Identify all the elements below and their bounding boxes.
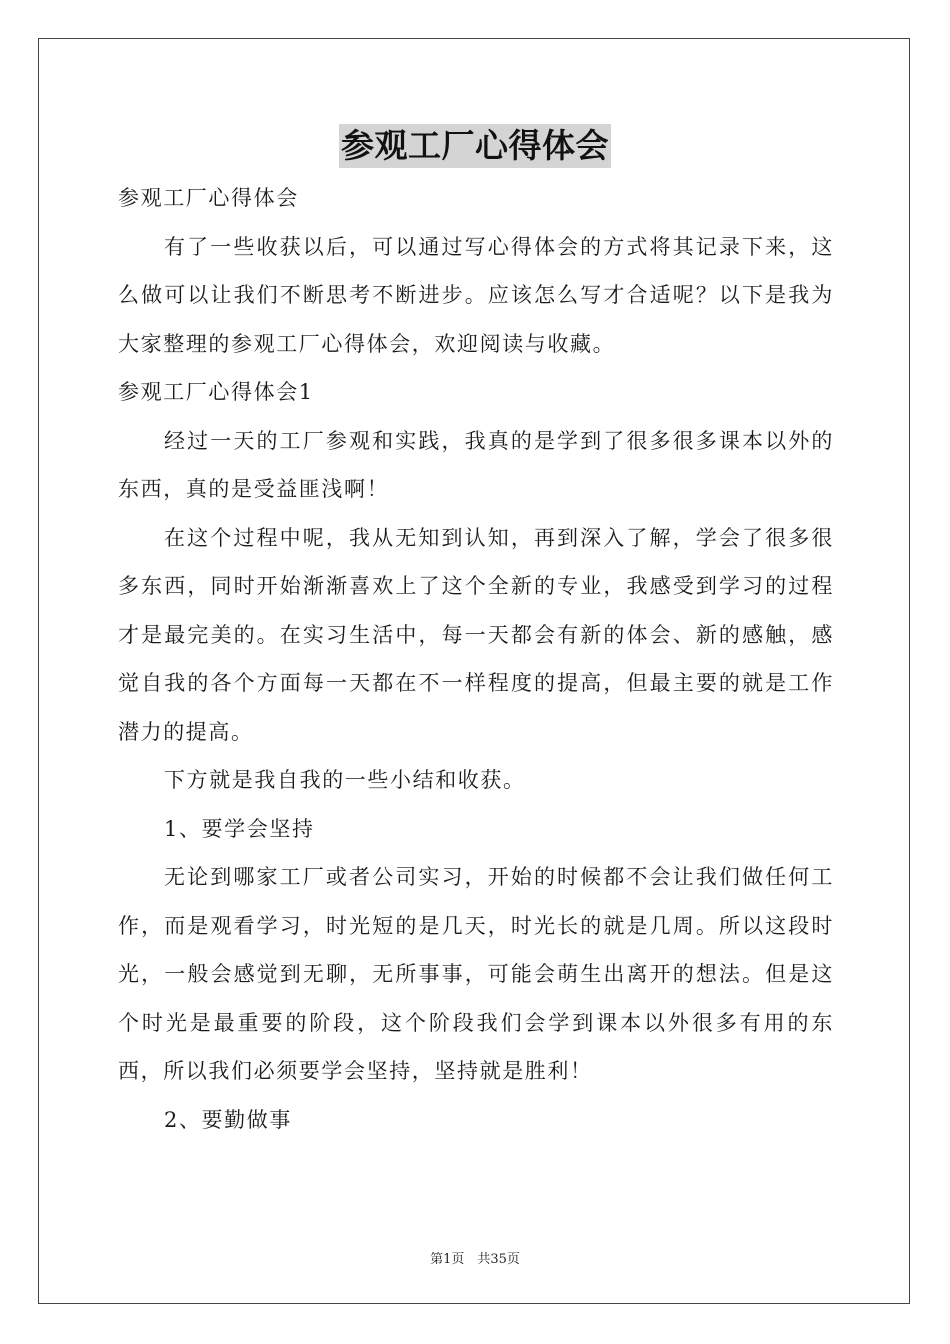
page-footer xyxy=(0,1248,950,1267)
title-container xyxy=(0,124,950,168)
paragraph: 下方就是我自我的一些小结和收获。 xyxy=(164,768,526,792)
page-number: 第1页 共35页 xyxy=(430,1252,520,1267)
document-body xyxy=(118,174,834,1144)
document-title: 参观工厂心得体会 xyxy=(339,124,611,168)
paragraph-subtitle: 参观工厂心得体会 xyxy=(118,186,299,210)
paragraph: 无论到哪家工厂或者公司实习，开始的时候都不会让我们做任何工作，而是观看学习，时光短的是几天，时光长的就是几周。所以这段时光，一般会感觉到无聊，无所事事，可能会萌生出离开的想法。但是这个时光是最重要的阶段，这个阶段我们会学到课本以外很多有用的东西，所以我们必须要学会坚持，坚持就是胜利！ xyxy=(118,865,834,1083)
paragraph: 在这个过程中呢，我从无知到认知，再到深入了解，学会了很多很多东西，同时开始渐渐喜欢上了这个全新的专业，我感受到学习的过程才是最完美的。在实习生活中，每一天都会有新的体会、新的感触，感觉自我的各个方面每一天都在不一样程度的提高，但最主要的就是工作潜力的提高。 xyxy=(118,525,834,744)
paragraph: 经过一天的工厂参观和实践，我真的是学到了很多很多课本以外的东西，真的是受益匪浅啊！ xyxy=(118,428,834,501)
paragraph-intro: 有了一些收获以后，可以通过写心得体会的方式将其记录下来，这么做可以让我们不断思考不断进步。应该怎么写才合适呢？以下是我为大家整理的参观工厂心得体会，欢迎阅读与收藏。 xyxy=(118,234,834,356)
list-heading-1: 1、要学会坚持 xyxy=(164,816,315,841)
list-heading-2: 2、要勤做事 xyxy=(164,1107,292,1132)
section-heading-1: 参观工厂心得体会1 xyxy=(118,380,314,404)
